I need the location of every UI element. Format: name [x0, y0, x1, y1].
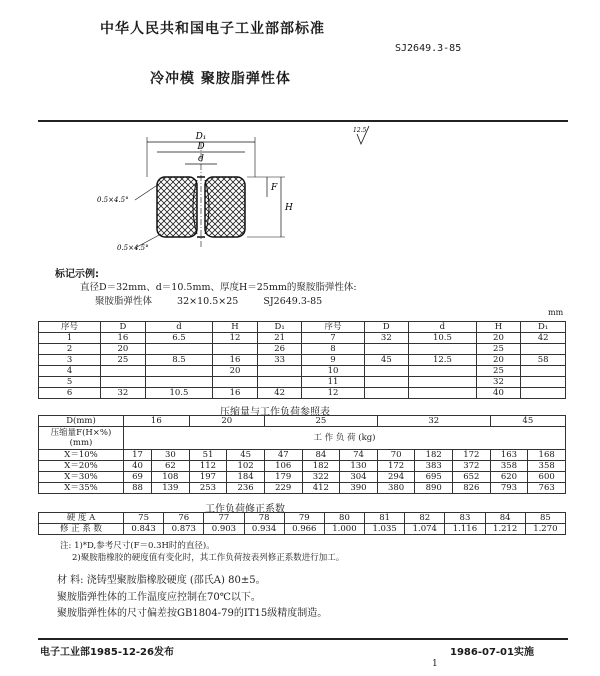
load-table-caption: 压缩量与工作负荷参照表 [220, 407, 330, 418]
table-row: X＝10% 17 30 51 45 47 84 74 70 182 172 163 168 [39, 450, 566, 461]
table-row: X＝35% 88 139 253 236 229 412 390 380 890 826 793 763 [39, 483, 566, 494]
dimension-table [38, 321, 566, 399]
table-row: 6 32 10.5 16 42 12 40 [39, 388, 566, 399]
load-label-cell: 压缩量F(H×%)(mm) [39, 427, 124, 450]
table-row: 2 20 26 8 25 [39, 344, 566, 355]
table-header: H [476, 322, 521, 333]
table-row: 5 11 32 [39, 377, 566, 388]
example-line2 [95, 293, 344, 307]
table-header-row [39, 322, 566, 333]
chamfer-top-label: 0.5×4.5° [97, 196, 129, 204]
table-row: 1 16 6.5 12 21 7 32 10.5 20 42 [39, 333, 566, 344]
material-paragraph: 材 料: 浇铸型聚胺脂橡胶硬度 (邵氏A) 80±5。 [57, 575, 266, 586]
dim-d-small-label: d [198, 154, 204, 164]
table-header: H [213, 322, 258, 333]
effective-date: 1986-07-01实施 [450, 647, 534, 658]
example-size: 32×10.5×25 [177, 296, 239, 307]
load-header-cell: 工 作 负 荷 (kg) [124, 427, 566, 450]
dim-d-big-label: D [197, 142, 205, 152]
roughness-label: 12.5 [353, 127, 367, 134]
standard-title: 中华人民共和国电子工业部部标准 [100, 21, 325, 37]
page-number: 1 [432, 659, 438, 669]
table-header: 序号 [39, 322, 101, 333]
temperature-paragraph: 聚胺脂弹性体的工作温度应控制在70℃以下。 [57, 592, 261, 603]
example-line1: 直径D＝32mm、d＝10.5mm、厚度H＝25mm的聚胺脂弹性体: [80, 282, 357, 293]
table-row: 4 20 10 25 [39, 366, 566, 377]
dim-h-label: H [285, 203, 293, 213]
example-std: SJ2649.3-85 [263, 296, 323, 307]
elastomer-drawing [95, 122, 395, 262]
dim-d1-label: D₁ [195, 132, 207, 142]
table-header: D [364, 322, 409, 333]
example-name: 聚胺脂弹性体 [95, 296, 153, 307]
table-row: 硬 度 A 75 76 77 78 79 80 81 82 83 84 85 [39, 513, 566, 524]
table1-unit: mm [548, 308, 564, 317]
example-label: 标记示例: [55, 269, 99, 280]
chamfer-bottom-label: 0.5×4.5° [117, 244, 149, 252]
load-table [38, 415, 566, 494]
note-1: 注: 1)*D,参考尺寸(F＝0.3H时的直径)。 [60, 541, 215, 551]
bottom-rule [38, 638, 568, 640]
table-header: D₁ [257, 322, 302, 333]
tolerance-paragraph: 聚胺脂弹性体的尺寸偏差按GB1804-79的IT15级精度制造。 [57, 608, 328, 619]
table-header: D₁ [521, 322, 566, 333]
standard-number: SJ2649.3-85 [395, 43, 462, 54]
table-row [39, 427, 566, 450]
table-row: 修 正 系 数 0.843 0.873 0.903 0.934 0.966 1.000 1.035 1.074 1.116 1.212 1.270 [39, 524, 566, 535]
table-row: D(mm) 16 20 25 32 45 [39, 416, 566, 427]
table-row: X＝20% 40 62 112 102 106 182 130 172 383 372 358 358 [39, 461, 566, 472]
document-title: 冷冲模 聚胺脂弹性体 [150, 71, 291, 87]
table-header: D [101, 322, 146, 333]
correction-table-caption: 工作负荷修正系数 [205, 504, 285, 515]
d-label-cell: D(mm) [39, 416, 124, 427]
table-row: 3 25 8.5 16 33 9 45 12.5 20 58 [39, 355, 566, 366]
table-header: 序号 [302, 322, 364, 333]
table-header: d [145, 322, 213, 333]
correction-table [38, 512, 566, 535]
dim-f-label: F [271, 183, 278, 193]
table-header: d [409, 322, 477, 333]
issued-date: 电子工业部1985-12-26发布 [40, 647, 174, 658]
note-2: 2)聚胺脂橡胶的硬度值有变化时，其工作负荷按表列修正系数进行加工。 [72, 553, 345, 563]
table-row: X＝30% 69 108 197 184 179 322 304 294 695 652 620 600 [39, 472, 566, 483]
